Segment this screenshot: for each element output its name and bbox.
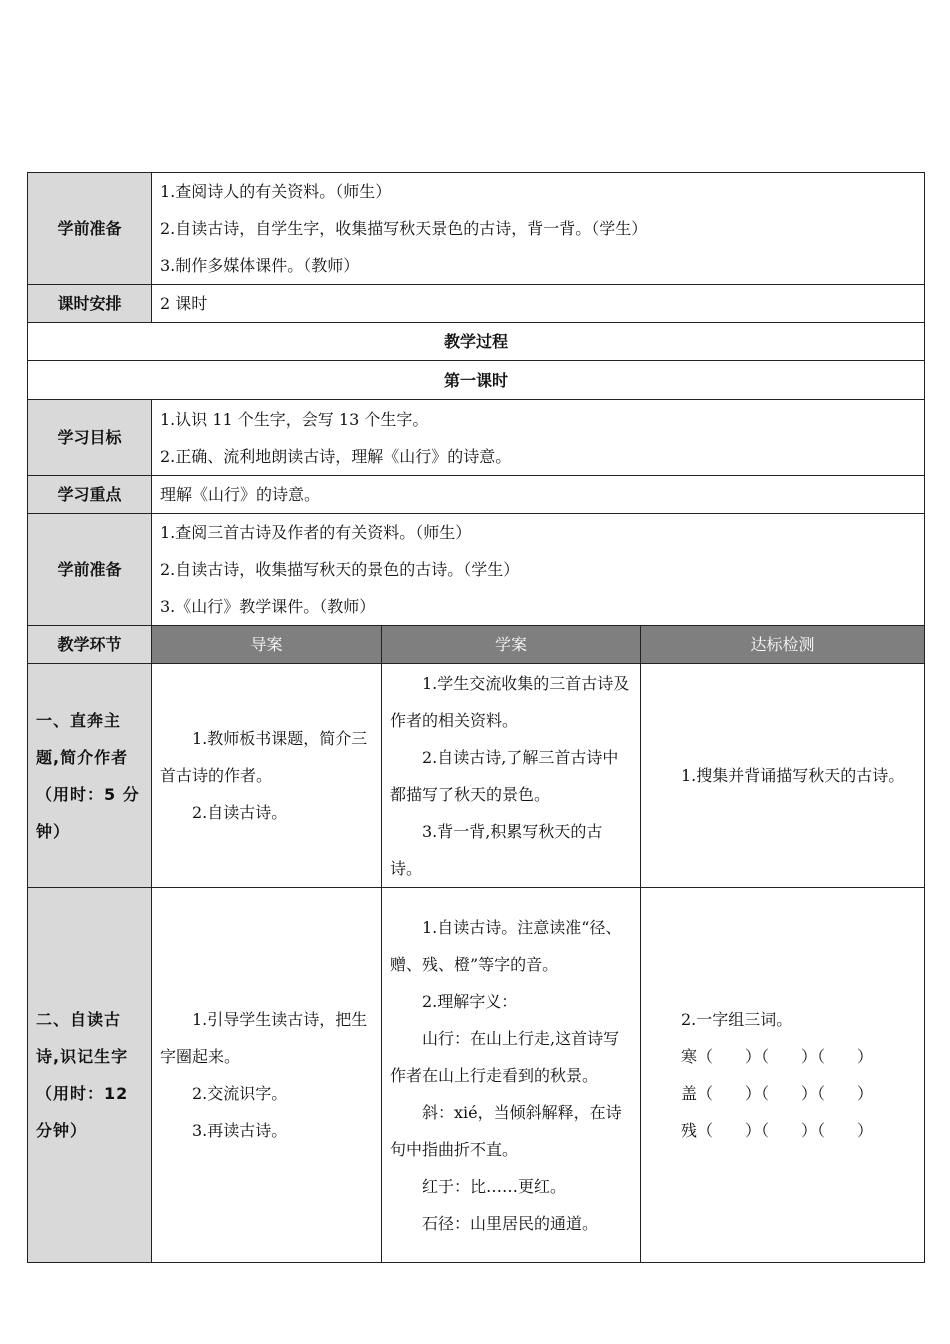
col-header-study: 学案 xyxy=(382,626,641,664)
pre-prep-top-label: 学前准备 xyxy=(28,173,152,285)
goal-item: 2.正确、流利地朗读古诗，理解《山行》的诗意。 xyxy=(160,446,512,466)
pre-prep-top-item: 2.自读古诗，自学生字，收集描写秋天景色的古诗，背一背。（学生） xyxy=(160,219,648,238)
step2-study xyxy=(382,888,641,1263)
step1-guide xyxy=(152,664,382,888)
pre-prep-top-item: 3.制作多媒体课件。（教师） xyxy=(160,256,360,275)
goals-content xyxy=(152,400,925,476)
step1-guide-item: 1.教师板书课题，简介三首古诗的作者。 xyxy=(160,729,368,785)
step1-label: 一、直奔主题,简介作者（用时：5 分钟） xyxy=(28,664,152,888)
step2-study-item: 山行：在山上行走,这首诗写作者在山上行走看到的秋景。 xyxy=(390,1028,620,1085)
lesson-plan-table xyxy=(27,172,925,1263)
step1-guide-item: 2.自读古诗。 xyxy=(192,803,288,822)
schedule-label: 课时安排 xyxy=(28,285,152,323)
pre-prep-top-item: 1.查阅诗人的有关资料。（师生） xyxy=(160,182,392,201)
step2-guide-item: 3.再读古诗。 xyxy=(192,1121,288,1140)
step2-study-item: 1.自读古诗。注意读准“径、赠、残、橙”等字的音。 xyxy=(390,917,622,974)
pre-prep-content xyxy=(152,514,925,626)
step2-check xyxy=(641,888,925,1263)
step1-study-item: 3.背一背,积累写秋天的古诗。 xyxy=(390,821,603,878)
pre-prep-item: 3.《山行》教学课件。（教师） xyxy=(160,597,376,616)
focus-value: 理解《山行》的诗意。 xyxy=(152,476,925,514)
col-header-step: 教学环节 xyxy=(28,626,152,664)
step2-label: 二、自读古诗,识记生字（用时：12 分钟） xyxy=(28,888,152,1263)
step2-study-item: 石径：山里居民的通道。 xyxy=(422,1213,599,1233)
goals-label: 学习目标 xyxy=(28,400,152,476)
col-header-guide: 导案 xyxy=(152,626,382,664)
pre-prep-label: 学前准备 xyxy=(28,514,152,626)
col-header-check: 达标检测 xyxy=(641,626,925,664)
word-drill-line: 盖（ ）（ ）（ ） xyxy=(681,1084,874,1103)
step2-guide xyxy=(152,888,382,1263)
goal-item: 1.认识 11 个生字，会写 13 个生字。 xyxy=(160,409,429,429)
focus-label: 学习重点 xyxy=(28,476,152,514)
step1-study-item: 1.学生交流收集的三首古诗及作者的相关资料。 xyxy=(390,673,630,730)
step1-check xyxy=(641,664,925,888)
word-drill-line: 残（ ）（ ）（ ） xyxy=(681,1121,874,1140)
schedule-value: 2 课时 xyxy=(152,285,925,323)
step1-study-item: 2.自读古诗,了解三首古诗中都描写了秋天的景色。 xyxy=(390,747,619,804)
word-drill-line: 寒（ ）（ ）（ ） xyxy=(681,1047,874,1066)
lesson-title: 第一课时 xyxy=(28,361,925,400)
step2-study-item: 红于：比……更红。 xyxy=(422,1176,567,1196)
step2-guide-item: 1.引导学生读古诗，把生字圈起来。 xyxy=(160,1010,368,1066)
step2-check-title: 2.一字组三词。 xyxy=(681,1010,793,1029)
process-title: 教学过程 xyxy=(28,323,925,361)
pre-prep-item: 2.自读古诗，收集描写秋天的景色的古诗。（学生） xyxy=(160,560,520,579)
pre-prep-item: 1.查阅三首古诗及作者的有关资料。（师生） xyxy=(160,523,472,542)
step2-study-item: 2.理解字义： xyxy=(422,991,518,1011)
pre-prep-top-content xyxy=(152,173,925,285)
step2-guide-item: 2.交流识字。 xyxy=(192,1084,288,1103)
step1-study xyxy=(382,664,641,888)
step2-study-item: 斜：xié，当倾斜解释，在诗句中指曲折不直。 xyxy=(390,1102,622,1159)
step1-check-item: 1.搜集并背诵描写秋天的古诗。 xyxy=(681,766,905,785)
